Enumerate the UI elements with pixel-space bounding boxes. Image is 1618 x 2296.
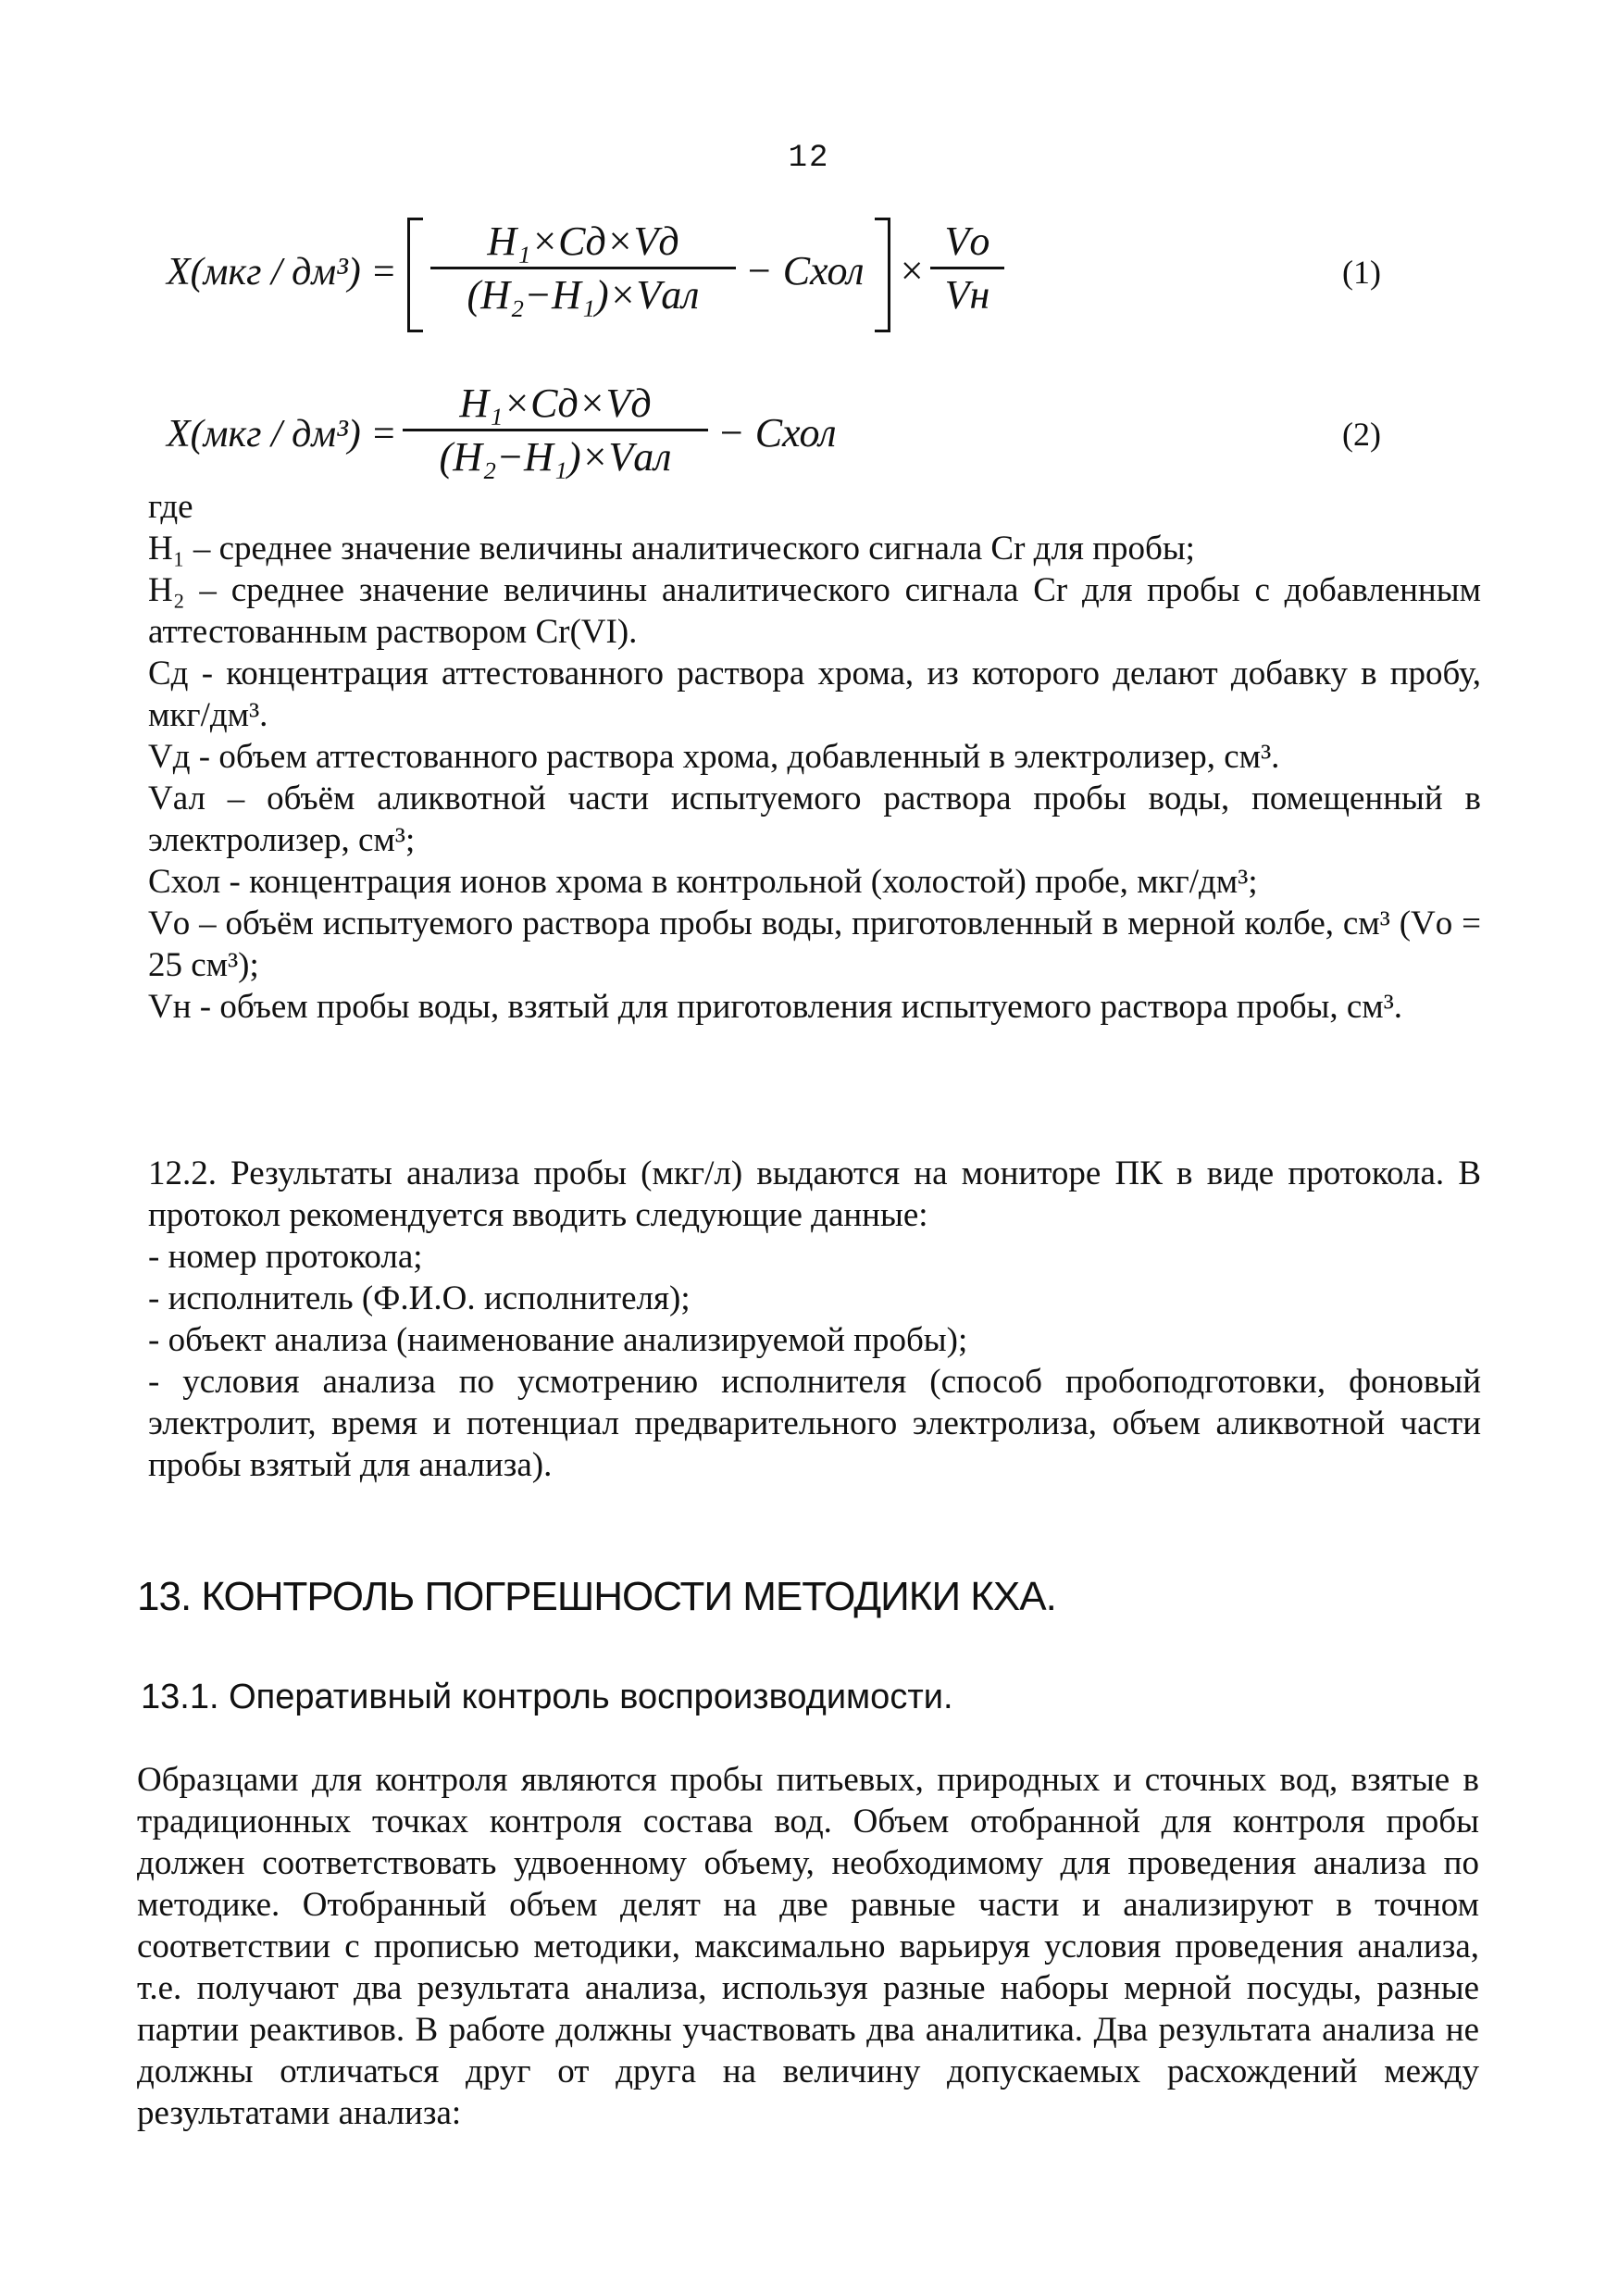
definition-h2: H₂ – среднее значение величины аналитического сигнала Cr для пробы с добавленным аттестованным раствором Cr(VI). bbox=[148, 571, 1481, 651]
protocol-item: - объект анализа (наименование анализируемой пробы); bbox=[148, 1321, 968, 1359]
definition-cd: Cд - концентрация аттестованного раствора хрома, из которого делают добавку в пробу, мкг/дм³. bbox=[148, 655, 1481, 734]
page-number: 12 bbox=[788, 141, 830, 176]
section-12-2 bbox=[148, 1153, 1481, 1486]
formula-2-denominator: (H₂−H₁)×Vал bbox=[439, 434, 672, 480]
formula-1-denominator: (H₂−H₁)×Vал bbox=[467, 272, 700, 318]
definition-vn: Vн - объем пробы воды, взятый для приготовления испытуемого раствора пробы, см³. bbox=[148, 988, 1403, 1026]
formula-1-ratio-numerator: Vо bbox=[944, 218, 990, 264]
formula-1-ratio bbox=[930, 218, 1004, 318]
fraction-bar bbox=[403, 429, 708, 431]
formula-1-lhs: X(мкг / дм³) = bbox=[167, 251, 397, 293]
definition-chol: Cхол - концентрация ионов хрома в контрольной (холостой) пробе, мкг/дм³; bbox=[148, 863, 1258, 901]
formula-1-numerator: H₁×Cд×Vд bbox=[487, 218, 679, 264]
formula-2 bbox=[167, 370, 1481, 491]
formula-1-number: (1) bbox=[1342, 254, 1381, 291]
formula-1-bracket-left bbox=[407, 218, 423, 332]
formula-1-fraction bbox=[430, 218, 736, 318]
definition-vo: Vо – объём испытуемого раствора пробы воды, приготовленный в мерной колбе, см³ (Vо = 25 см³); bbox=[148, 905, 1481, 984]
protocol-item: - условия анализа по усмотрению исполнителя (способ пробоподготовки, фоновый электролит, время и потенциал предварительного электролиза, объем аликвотной части пробы взятый для анализа). bbox=[148, 1363, 1481, 1484]
formula-2-numerator: H₁×Cд×Vд bbox=[459, 381, 652, 426]
fraction-bar bbox=[430, 267, 736, 269]
formula-1-bracket-right bbox=[875, 218, 890, 332]
formula-2-lhs: X(мкг / дм³) = bbox=[167, 413, 397, 455]
definition-h1: H₁ – среднее значение величины аналитического сигнала Cr для пробы; bbox=[148, 530, 1195, 568]
formula-1-times: × bbox=[898, 248, 926, 293]
section-13-title: 13. КОНТРОЛЬ ПОГРЕШНОСТИ МЕТОДИКИ КХА. bbox=[137, 1574, 1056, 1619]
definitions-block bbox=[148, 486, 1481, 1028]
protocol-item: - номер протокола; bbox=[148, 1238, 423, 1276]
definition-vd: Vд - объем аттестованного раствора хрома, добавленный в электролизер, см³. bbox=[148, 738, 1280, 776]
protocol-item: - исполнитель (Ф.И.О. исполнителя); bbox=[148, 1279, 691, 1317]
section-13-1-text: Образцами для контроля являются пробы питьевых, природных и сточных вод, взятые в традиционных точках контроля состава вод. Объем отобранной для контроля пробы должен соответствовать удвоенному объему, необходимому для проведения анализа по методике. Отобранный объем делят на две равные части и анализируют в точном соответствии с прописью методики, максимально варьируя условия проведения анализа, т.е. получают два результата анализа, используя разные наборы мерной посуды, разные партии реактивов. В работе должны участвовать два аналитика. Два результата анализа не должны отличаться друг от друга на величину допускаемых расхождений между результатами анализа: bbox=[137, 1761, 1479, 2132]
formula-2-number: (2) bbox=[1342, 416, 1381, 453]
formula-1-minus-term: − Cхол bbox=[745, 248, 865, 293]
where-label: где bbox=[148, 488, 193, 526]
definition-val: Vал – объём аликвотной части испытуемого раствора пробы воды, помещенный в электролизер, см³; bbox=[148, 780, 1481, 859]
formula-2-fraction bbox=[403, 380, 708, 480]
section-13-1-title: 13.1. Оперативный контроль воспроизводимости. bbox=[141, 1678, 953, 1716]
section-12-2-intro: 12.2. Результаты анализа пробы (мкг/л) выдаются на мониторе ПК в виде протокола. В протокол рекомендуется вводить следующие данные: bbox=[148, 1154, 1481, 1234]
formula-1 bbox=[167, 208, 1481, 338]
formula-2-minus-term: − Cхол bbox=[717, 410, 837, 455]
fraction-bar bbox=[930, 267, 1004, 269]
formula-1-ratio-denominator: Vн bbox=[944, 272, 990, 318]
